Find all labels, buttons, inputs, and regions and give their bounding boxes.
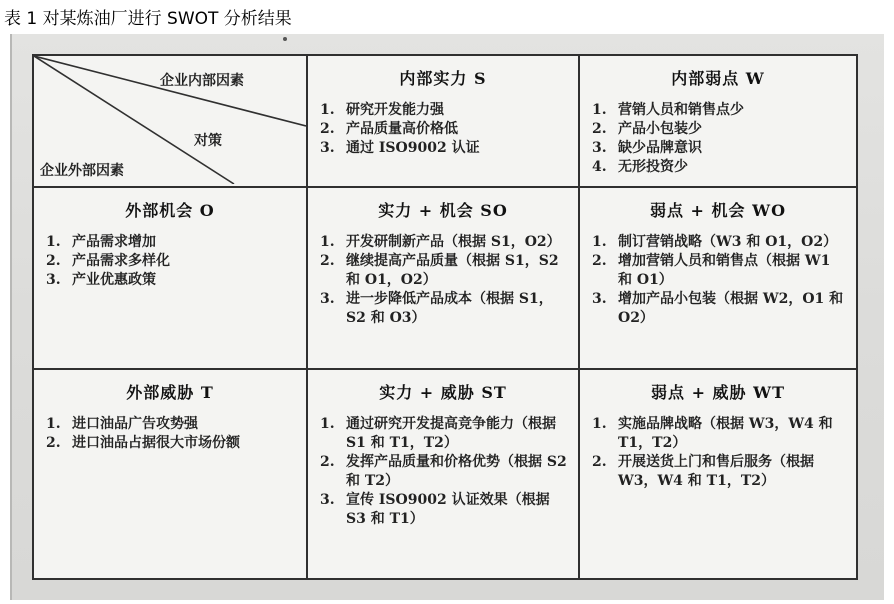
strengths-header: 内部实力 S — [399, 69, 487, 88]
list-item: 2. 开展送货上门和售后服务（根据 W3，W4 和 T1，T2） — [592, 454, 814, 489]
list-item: 4. 无形投资少 — [592, 159, 688, 175]
so-cell — [307, 187, 579, 369]
list-item: 2. 进口油品占据很大市场份额 — [46, 435, 240, 451]
list-item: 1. 开发研制新产品（根据 S1，O2） — [320, 234, 561, 250]
list-item: 2. 产品需求多样化 — [46, 253, 170, 269]
diagonal-upper — [34, 56, 306, 126]
list-item: 3. 通过 ISO9002 认证 — [320, 140, 480, 156]
list-item: 2. 继续提高产品质量（根据 S1，S2 和 O1，O2） — [320, 253, 559, 288]
st-cell — [307, 369, 579, 579]
corner-label-internal: 企业内部因素 — [160, 73, 244, 89]
list-item: 1. 实施品牌战略（根据 W3，W4 和 T1，T2） — [592, 416, 833, 451]
wo-list — [580, 233, 856, 328]
strengths-cell — [307, 55, 579, 187]
threats-cell — [33, 369, 307, 579]
scan-speck — [283, 37, 287, 41]
threats-header: 外部威胁 T — [126, 383, 214, 402]
table-caption: 表 1 对某炼油厂进行 SWOT 分析结果 — [4, 9, 292, 29]
threats-list — [34, 415, 306, 453]
opportunities-cell — [33, 187, 307, 369]
corner-label-external: 企业外部因素 — [40, 163, 124, 179]
list-item: 2. 产品小包装少 — [592, 121, 702, 137]
wo-cell — [579, 187, 857, 369]
list-item: 3. 产业优惠政策 — [46, 272, 156, 288]
opportunities-list — [34, 233, 306, 290]
wt-cell — [579, 369, 857, 579]
weaknesses-header: 内部弱点 W — [671, 69, 765, 88]
corner-cell — [33, 55, 307, 187]
list-item: 3. 增加产品小包装（根据 W2，O1 和 O2） — [592, 291, 844, 326]
wo-header: 弱点 + 机会 WO — [649, 201, 787, 220]
swot-table — [32, 54, 858, 580]
st-header: 实力 + 威胁 ST — [379, 383, 507, 402]
wt-header: 弱点 + 威胁 WT — [651, 383, 785, 402]
list-item: 3. 进一步降低产品成本（根据 S1，S2 和 O3） — [320, 291, 553, 326]
list-item: 2. 发挥产品质量和价格优势（根据 S2 和 T2） — [320, 454, 567, 489]
wt-list — [580, 415, 856, 491]
list-item: 3. 缺少品牌意识 — [592, 140, 702, 156]
so-list — [308, 233, 578, 328]
strengths-list — [308, 101, 578, 158]
list-item: 1. 进口油品广告攻势强 — [46, 416, 198, 432]
list-item: 2. 产品质量高价格低 — [320, 121, 458, 137]
weaknesses-list — [580, 101, 856, 177]
opportunities-header: 外部机会 O — [125, 201, 215, 220]
list-item: 3. 宣传 ISO9002 认证效果（根据 S3 和 T1） — [320, 492, 550, 527]
weaknesses-cell — [579, 55, 857, 187]
list-item: 1. 产品需求增加 — [46, 234, 156, 250]
st-list — [308, 415, 578, 529]
list-item: 2. 增加营销人员和销售点（根据 W1 和 O1） — [592, 253, 831, 288]
list-item: 1. 制订营销战略（W3 和 O1，O2） — [592, 234, 838, 250]
list-item: 1. 通过研究开发提高竞争能力（根据 S1 和 T1，T2） — [320, 416, 556, 451]
corner-label-strategy: 对策 — [194, 133, 222, 149]
so-header: 实力 + 机会 SO — [378, 201, 508, 220]
list-item: 1. 营销人员和销售点少 — [592, 102, 744, 118]
list-item: 1. 研究开发能力强 — [320, 102, 444, 118]
